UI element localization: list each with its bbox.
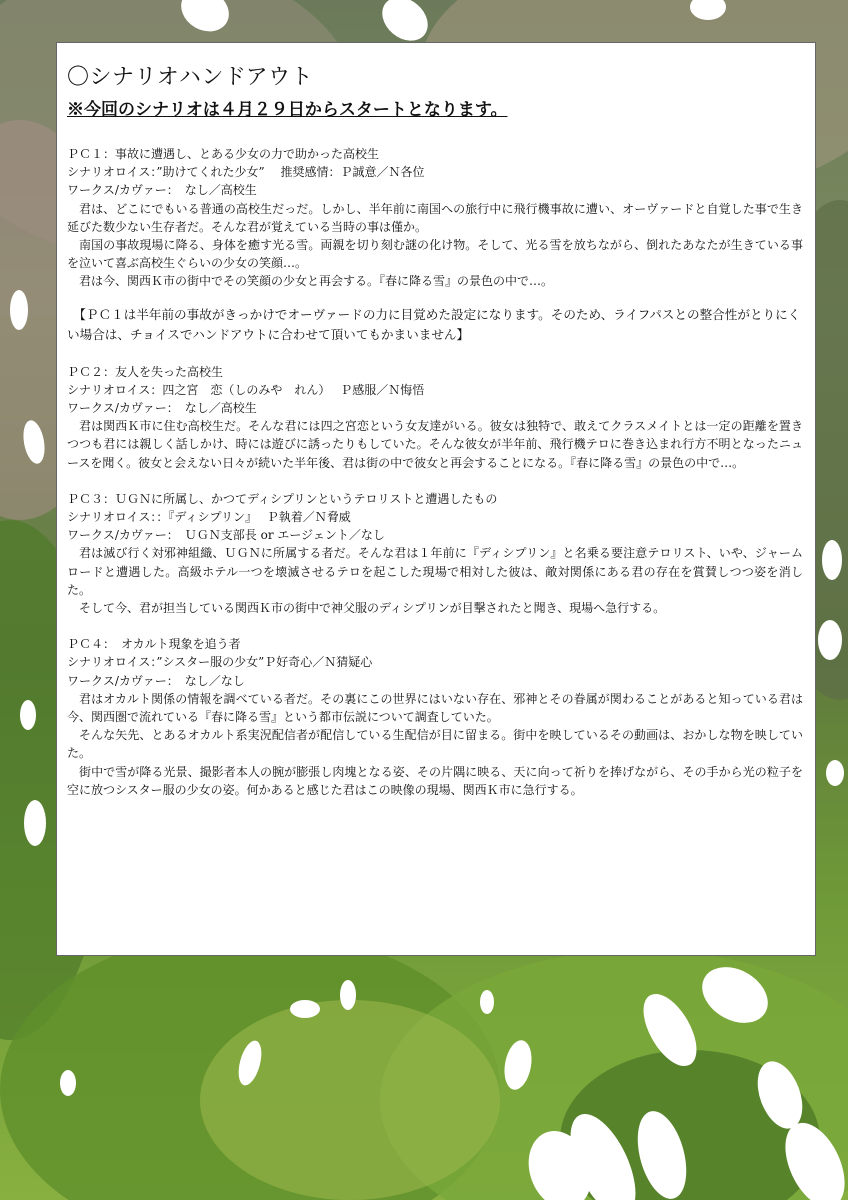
pc1-paragraph: 南国の事故現場に降る、身体を癒す光る雪。両親を切り刻む謎の化け物。そして、光る雪を放ちながら、倒れたあなたが生きている事を泣いて喜ぶ高校生ぐらいの少女の笑顔…。 bbox=[67, 238, 803, 271]
pc2-works-cover: ワークス/カヴァー： なし／高校生 bbox=[67, 401, 257, 416]
pc1-heading: ＰＣ１：事故に遭遇し、とある少女の力で助かった高校生 bbox=[67, 147, 380, 161]
pc2-heading: ＰＣ２：友人を失った高校生 bbox=[67, 364, 224, 379]
snow-petal bbox=[290, 1000, 320, 1018]
pc1-paragraph: 君は、どこにでもいる普通の高校生だっだ。しかし、半年前に南国への旅行中に飛行機事故に遭い、オーヴァードと自覚した事で生き延びた数少ない生存者だ。そんな君が覚えている当時の事は僅か。 bbox=[67, 201, 803, 234]
snow-petal bbox=[24, 800, 46, 846]
pc1-paragraph: 君は今、関西Ｋ市の街中でその笑顔の少女と再会する。『春に降る雪』の景色の中で…。 bbox=[79, 274, 554, 289]
pc4-paragraph: 君はオカルト関係の情報を調べている者だ。その裏にこの世界にはいない存在、邪神とその眷属が関わることがあると知っている君は今、関西圏で流れている『春に降る雪』という都市伝説について調査していた。 bbox=[67, 691, 803, 725]
pc1-scenario-lois: シナリオロイス：”助けてくれた少女” 推奨感情：Ｐ誠意／Ｎ各位 bbox=[67, 165, 425, 180]
pc3-section bbox=[67, 490, 803, 617]
snow-petal bbox=[818, 620, 842, 660]
pc2-section bbox=[67, 363, 803, 472]
pc4-paragraph: 街中で雪が降る光景、撮影者本人の腕が膨張し肉塊となる姿、その片隅に映る、天に向って祈りを捧げながら、その手から光の粒子を空に放つシスター服の少女の姿。何かあると感じた君はこの映像の現場、関西Ｋ市に急行する。 bbox=[67, 764, 803, 797]
pc3-paragraph: 君は滅び行く対邪神組織、ＵＧＮに所属する者だ。そんな君は１年前に『ディシプリン』と名乗る要注意テロリスト、いや、ジャームロードと遭遇した。高級ホテル一つを壊滅させるテロを起こした現場で相対した彼は、敵対関係にある君の存在を賞賛しつつ姿を消した。 bbox=[67, 546, 803, 597]
pc4-scenario-lois: シナリオロイス：”シスター服の少女”Ｐ好奇心／Ｎ猜疑心 bbox=[67, 655, 373, 670]
pc3-scenario-lois: シナリオロイス：：『ディシプリン』 Ｐ執着／Ｎ脅威 bbox=[67, 510, 351, 525]
snow-petal bbox=[340, 980, 356, 1010]
snow-petal bbox=[822, 540, 842, 580]
snow-petal bbox=[60, 1070, 76, 1096]
pc4-paragraph: そんな矢先、とあるオカルト系実況配信者が配信している生配信が目に留まる。街中を映しているその動画は、おかしな物を映していた。 bbox=[67, 728, 803, 761]
snow-petal bbox=[480, 990, 494, 1014]
snow-petal bbox=[20, 700, 36, 730]
pc3-heading: ＰＣ３：ＵＧＮに所属し、かつてディシプリンというテロリストと遭遇したもの bbox=[67, 491, 498, 506]
pc1-works-cover: ワークス/カヴァー： なし／高校生 bbox=[67, 183, 257, 198]
pc4-heading: ＰＣ４： オカルト現象を追う者 bbox=[67, 637, 241, 652]
snow-petal bbox=[826, 760, 844, 786]
pc4-section bbox=[67, 635, 803, 799]
pc1-note: 【ＰＣ１は半年前の事故がきっかけでオーヴァードの力に目覚めた設定になります。そのため、ライフパスとの整合性がとりにくい場合は、チョイスでハンドアウトに合わせて頂いてもかまいません】 bbox=[67, 306, 801, 342]
pc4-works-cover: ワークス/カヴァー： なし／なし bbox=[67, 673, 245, 688]
pc3-works-cover: ワークス/カヴァー： ＵＧＮ支部長 or エージェント／なし bbox=[67, 528, 385, 543]
pc2-paragraph: 君は関西Ｋ市に住む高校生だ。そんな君には四之宮恋という女友達がいる。彼女は独特で、敢えてクラスメイトとは一定の距離を置きつつも君には親しく話しかけ、時には遊びに誘ったりもしていた。そんな彼女が半年前、飛行機テロに巻き込まれ行方不明となったニュースを聞く。彼女と会えない日々が続いた半年後、君は街の中で彼女と再会することになる。『春に降る雪』の景色の中で…。 bbox=[67, 419, 803, 470]
handout-panel bbox=[56, 42, 816, 956]
pc1-section bbox=[67, 145, 803, 291]
pc2-scenario-lois: シナリオロイス：四之宮 恋（しのみや れん） Ｐ感服／Ｎ悔悟 bbox=[67, 382, 425, 397]
pc3-paragraph: そして今、君が担当している関西Ｋ市の街中で神父服のディシプリンが目撃されたと聞き、現場へ急行する。 bbox=[79, 601, 666, 616]
page-title: 〇シナリオハンドアウト bbox=[67, 65, 314, 90]
snow-petal bbox=[10, 290, 28, 330]
start-date-notice: ※今回のシナリオは４月２９日からスタートとなります。 bbox=[67, 100, 508, 120]
